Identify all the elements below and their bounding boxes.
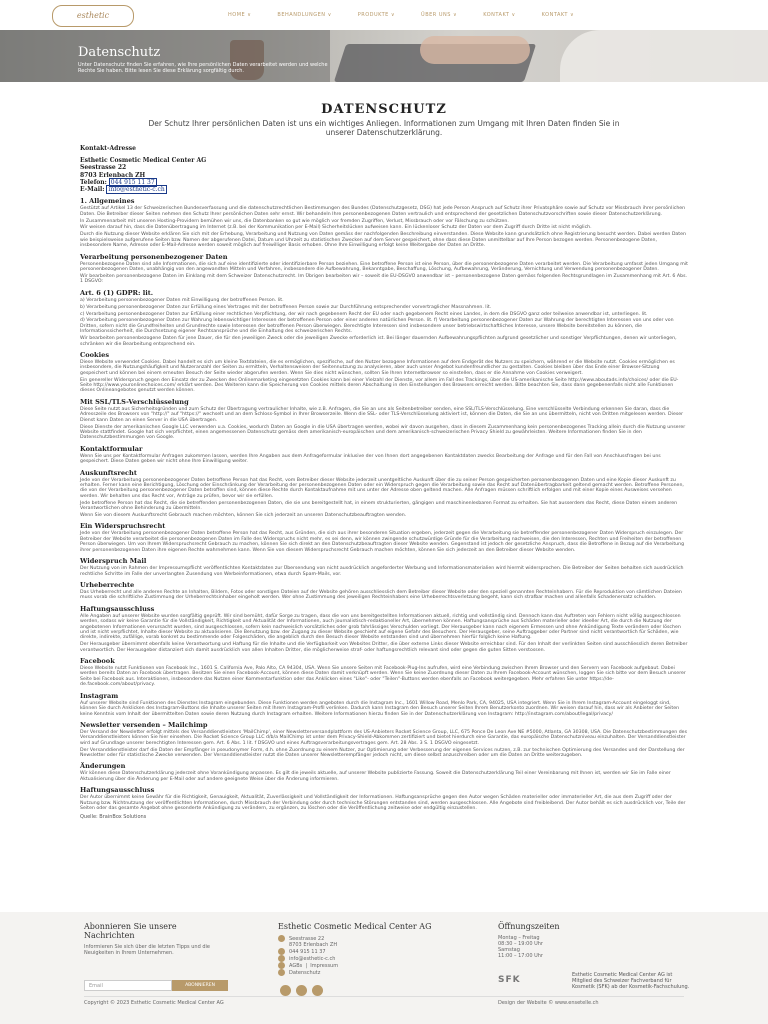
section-paragraph: In Zusammenarbeit mit unseren Hosting-Providern bemühen wir uns, die Datenbanken so gut wie möglich vor fremden Zugriffen, Verlust, Missbrauch oder vor Fälschung zu schützen. bbox=[80, 218, 509, 224]
instagram-icon[interactable] bbox=[296, 985, 307, 996]
hours-saturday: 11:00 – 17:00 Uhr bbox=[498, 953, 543, 959]
section-paragraph: d) Verarbeitung personenbezogener Daten zur Wahrung lebenswichtiger Interessen der betroffenen Person oder einer anderen natürlichen Person. lit. f) Verarbeitung personenbezogener Daten zur Wahrung der berechtigten Interessen von uns oder von Dritten, sofern nicht die Grundfreiheiten und Grundrechte sowie Interessen der betroffenen Person überwiegen. Berechtigte Interessen sind insbesondere unser betriebswirtschaftliches Interesse, unsere Website bereitstellen zu können, die Informationssicherheit, die Durchsetzung eigener Rechtsansprüche und die Einhaltung des schweizerischen Rechts. bbox=[80, 318, 674, 335]
section-paragraph: Der Autor übernimmt keine Gewähr für die Richtigkeit, Genauigkeit, Aktualität, Zuverlässigkeit und Vollständigkeit der Informationen. Haftungsansprüche gegen den Autor wegen Schäden materieller oder immaterieller Art, die aus dem Zugriff oder der Nutzung bzw. Nichtnutzung der veröffentlichten Informationen, durch Missbrauch der Verbindung oder durch technische Störungen entstanden sind, werden ausgeschlossen. Alle Angebote sind freibleibend. Der Autor behält es sich ausdrücklich vor, Teile der Seiten oder das gesamte Angebot ohne gesonderte Ankündigung zu verändern, zu ergänzen, zu löschen oder die Veröffentlichung zeitweise oder endgültig einzustellen. bbox=[80, 795, 686, 812]
section-heading: Kontaktformular bbox=[80, 444, 143, 453]
section-paragraph: Wenn Sie von diesem Auskunftsrecht Gebrauch machen möchten, können Sie sich jederzeit an unseren Datenschutzbeauftragten wenden. bbox=[80, 513, 407, 519]
document-icon bbox=[278, 962, 285, 969]
section-paragraph: Diese Website nutzt Funktionen von Facebook Inc., 1601 S. California Ave, Palo Alto, CA 94304, USA. Wenn Sie unsere Seiten mit Facebook-Plug-Ins aufrufen, wird eine Verbindung zwischen Ihrem Browser und den Servern von Facebook aufgebaut. Dabei werden bereits Daten an Facebook übertragen. Besitzen Sie einen Facebook-Account, können diese Daten damit verknüpft werden. Wenn Sie keine Zuordnung dieser Daten zu Ihrem Facebook-Account wünschen, loggen Sie sich bitte vor dem Besuch unserer Seite bei Facebook aus. Interaktionen, insbesondere das Nutzen einer Kommentarfunktion oder das Anklicken eines "Like"- oder "Teilen"-Buttons werden ebenfalls an Facebook weitergegeben. Mehr erfahren Sie unter https://de-de.facebook.com/about/privacy. bbox=[80, 666, 686, 688]
section-paragraph: Wir können diese Datenschutzerklärung jederzeit ohne Vorankündigung anpassen. Es gilt die jeweils aktuelle, auf unserer Website publizierte Fassung. Soweit die Datenschutzerklärung Teil einer Vereinbarung mit Ihnen ist, werden wir Sie im Falle einer Aktualisierung über die Änderung per E-Mail oder auf andere geeignete Weise über die Änderung informieren. bbox=[80, 771, 671, 782]
sfk-membership-text: Esthetic Cosmetic Medical Center AG ist Mitglied des Schweizer Fachverband für Kosmetik (SFK) ab der Kosmetik-Fachschulung. bbox=[572, 972, 690, 990]
section-paragraph: Diese Dienste der amerikanischen Google LLC verwenden u.a. Cookies, wodurch Daten an Google in die USA übertragen werden, wobei wir davon ausgehen, dass in diesem Zusammenhang kein personenbezogenes Tracking allein durch die Nutzung unserer Website stattfindet. Google hat sich verpflichtet, einen angemessenen Datenschutz gemäss dem amerikanisch-europäischen und dem amerikanisch-schweizerischen Privacy Shield zu gewährleisten. Weitere Informationen finden Sie in den Datenschutzbestimmungen von Google. bbox=[80, 424, 686, 441]
hours-weekdays-label: Montag – Freitag bbox=[498, 935, 540, 941]
section-heading: Änderungen bbox=[80, 762, 126, 771]
footer-company: Esthetic Cosmetic Medical Center AG Seestrasse 22 8703 Erlenbach ZH 044 915 11 37 info@esthetic-c.ch AGBs | Impressum Datenschutz bbox=[278, 922, 448, 976]
section-paragraph: Personenbezogene Daten sind alle Informationen, die sich auf eine identifizierte oder identifizierbare Person beziehen. Eine betroffene Person ist eine Person, über die personenbezogene Daten verarbeitet werden. Die Verarbeitung umfasst jeden Umgang mit personenbezogenen Daten, unabhängig von den angewandten Mitteln und Verfahren, insbesondere die Aufbewahrung, Bekanntgabe, Beschaffung, Löschung, Aufbewahrung, Veränderung, Vernichtung und Verwendung personenbezogener Daten. bbox=[80, 261, 688, 272]
section-paragraph: Wir bearbeiten personenbezogene Daten für jene Dauer, die für den jeweiligen Zweck oder die jeweiligen Zwecke erforderlich ist. Bei länger dauernden Aufbewahrungspflichten aufgrund gesetzlicher und sonstiger Verpflichtungen, denen wir unterliegen, schränken wir die Bearbeitung entsprechend ein. bbox=[80, 336, 677, 347]
policy-section bbox=[80, 445, 688, 465]
hero-overlay bbox=[0, 30, 330, 82]
main-menu bbox=[228, 12, 574, 18]
hero-person-shape bbox=[560, 30, 768, 82]
shield-icon bbox=[278, 969, 285, 976]
hero-subtitle: Unter Datenschutz finden Sie erfahren, wie Ihre persönlichen Daten verarbeitet werden und welche Rechte Sie haben. Bitte lesen Sie diese Erklärung sorgfältig durch. bbox=[78, 62, 328, 74]
policy-section bbox=[80, 786, 688, 811]
footer-city: 8703 Erlenbach ZH bbox=[289, 942, 338, 948]
page-intro: Der Schutz Ihrer persönlichen Daten ist uns ein wichtiges Anliegen. Informationen zum Umgang mit Ihren Daten finden Sie in unserer Datenschutzerklärung. bbox=[148, 119, 620, 137]
section-paragraph: Das Urheberrecht und alle anderen Rechte an Inhalten, Bildern, Fotos oder sonstigen Dateien auf der Website gehören ausschliesslich dem Betreiber dieser Website oder den speziell genannten Rechteinhabern. Für die Reproduktion von sämtlichen Dateien muss vorab die schriftliche Zustimmung der Urheberrechtsinhaber eingeholt werden. Wer ohne Zustimmung des jeweiligen Rechteinhabers eine Urheberrechtsverletzung begeht, kann sich strafbar machen und allenfalls Schadenersatz schulden. bbox=[80, 589, 682, 601]
section-heading: Ein Widerspruchsrecht bbox=[80, 522, 166, 531]
footer-email[interactable]: info@esthetic-c.ch bbox=[289, 956, 336, 962]
newsletter-title: Abonnieren Sie unsere Nachrichten bbox=[84, 922, 177, 940]
section-heading: Urheberrechte bbox=[80, 580, 135, 589]
footer-street: Seestrasse 22 bbox=[289, 936, 325, 942]
footer-phone[interactable]: 044 915 11 37 bbox=[289, 949, 326, 955]
menu-item-kontakt-1[interactable]: KONTAKT ∨ bbox=[483, 12, 516, 18]
linkedin-icon[interactable] bbox=[312, 985, 323, 996]
section-heading: 1. Allgemeines bbox=[80, 197, 135, 206]
section-paragraph: Wir bearbeiten personenbezogene Daten im Einklang mit dem Schweizer Datenschutzrecht. Im Übrigen bearbeiten wir – soweit die EU-DSGVO anwendbar ist – personenbezogene Daten gemäss folgenden Rechtsgrundlagen im Zusammenhang mit Art. 6 Abs. 1 DSGVO: bbox=[80, 273, 688, 285]
footer bbox=[0, 912, 768, 1024]
contact-address bbox=[80, 145, 688, 193]
section-heading: Cookies bbox=[80, 350, 110, 359]
section-paragraph: Durch die Nutzung dieser Website erklären Sie sich mit der Erhebung, Verarbeitung und Nutzung von Daten gemäss der nachfolgenden Beschreibung einverstanden. Diese Website kann grundsätzlich ohne Registrierung besucht werden. Dabei werden Daten wie beispielsweise aufgerufene Seiten bzw. Namen der abgerufenen Datei, Datum und Uhrzeit zu statistischen Zwecken auf dem Server gespeichert, ohne dass diese Daten unmittelbar auf Ihre Person bezogen werden. Personenbezogene Daten, insbesondere Name, Adresse oder E-Mail-Adresse werden soweit möglich auf freiwilliger Basis erhoben. Ohne Ihre Einwilligung erfolgt keine Weitergabe der Daten an Dritte. bbox=[80, 232, 686, 249]
section-paragraph: a) Verarbeitung personenbezogener Daten mit Einwilligung der betroffenen Person. lit. bbox=[80, 297, 284, 303]
section-paragraph: Jede betroffene Person hat das Recht, die sie betreffenden personenbezogenen Daten, die sie uns bereitgestellt hat, in einem strukturierten, gängigen und maschinenlesbaren Format zu erhalten. Sie hat ausserdem das Recht, diese Daten einem anderen Verantwortlichen ohne Behinderung zu übermitteln. bbox=[80, 500, 678, 512]
menu-item-home[interactable]: HOME ∨ bbox=[228, 12, 252, 18]
section-paragraph: Der Versand der Newsletter erfolgt mittels des Versanddienstleisters 'MailChimp', einer Newsletterversandplattform des US-Anbieters Rocket Science Group, LLC, 675 Ponce De Leon Ave NE #5000, Atlanta, GA 30308, USA. Die Datenschutzbestimmungen des Versanddienstleisters können Sie hier einsehen. Die Rocket Science Group LLC d/b/a MailChimp ist unter dem Privacy-Shield-Abkommen zertifiziert und bietet hierdurch eine Garantie, das europäische Datenschutzniveau einzuhalten. Der Versanddienstleister wird auf Grundlage unserer berechtigten Interessen gem. Art. 6 Abs. 1 lit. f DSGVO und eines Auftragsverarbeitungsvertrages gem. Art. 28 Abs. 3 S. 1 DSGVO eingesetzt. bbox=[80, 729, 688, 746]
policy-section bbox=[80, 289, 688, 347]
hero-title: Datenschutz bbox=[78, 45, 161, 60]
policy-section bbox=[80, 657, 688, 688]
phone-icon bbox=[278, 948, 285, 955]
policy-section bbox=[80, 253, 688, 285]
section-heading: Facebook bbox=[80, 657, 115, 666]
contact-heading: Kontakt-Adresse bbox=[80, 145, 136, 152]
social-links bbox=[280, 985, 323, 996]
contact-email-label: E-Mail: bbox=[80, 186, 105, 194]
section-paragraph: Alle Angaben auf unserer Website wurden sorgfältig geprüft. Wir sind bemüht, dafür Sorge zu tragen, dass die von uns bereitgestellten Informationen aktuell, richtig und vollständig sind. Dennoch kann das Auftreten von Fehlern nicht völlig ausgeschlossen werden, sodass wir keine Garantie für die Vollständigkeit, Richtigkeit und Aktualität der Informationen, auch journalistisch-redaktioneller Art, übernehmen können. Haftungsansprüche aus Schäden materieller oder ideeller Art, die durch die Nutzung der angebotenen Informationen verursacht wurden, sind ausgeschlossen, sofern kein nachweislich vorsätzliches oder grob fahrlässiges Verschulden vorliegt. Der Herausgeber kann nach eigenem Ermessen und ohne Ankündigung Texte verändern oder löschen und ist nicht verpflichtet, Inhalte dieser Website zu aktualisieren. Die Benutzung bzw. der Zugang zu dieser Website geschieht auf eigene Gefahr des Besuchers. Der Herausgeber, seine Auftraggeber oder Partner sind nicht verantwortlich für Schäden, wie direkte, indirekte, zufällige, vorab konkret zu bestimmende oder Folgeschäden, die angeblich durch den Besuch dieser Website entstanden sind und übernehmen hierfür folglich keine Haftung. bbox=[80, 613, 681, 641]
section-paragraph: Der Nutzung von im Rahmen der Impressumspflicht veröffentlichten Kontaktdaten zur Übersendung von nicht ausdrücklich angeforderter Werbung und Informationsmaterialien wird hiermit widersprochen. Die Betreiber der Seiten behalten sich ausdrücklich rechtliche Schritte im Falle der unverlangten Zusendung von Werbeinformationen, etwa durch Spam-Mails, vor. bbox=[80, 566, 684, 577]
footer-company-title: Esthetic Cosmetic Medical Center AG bbox=[278, 922, 432, 931]
policy-section bbox=[80, 522, 688, 553]
section-heading: Widerspruch Mail bbox=[80, 557, 147, 566]
policy-section bbox=[80, 605, 688, 653]
section-paragraph: b) Verarbeitung personenbezogener Daten zur Erfüllung eines Vertrages mit der betroffenen Person sowie zur Durchführung entsprechender vorvertraglicher Massnahmen. lit. bbox=[80, 304, 492, 310]
policy-section bbox=[80, 557, 688, 577]
footer-hours bbox=[498, 922, 678, 959]
policy-section bbox=[80, 762, 688, 782]
policy-section bbox=[80, 721, 688, 759]
section-paragraph: Gestützt auf Artikel 13 der Schweizerischen Bundesverfassung und die datenschutzrechtlichen Bestimmungen des Bundes (Datenschutzgesetz, DSG) hat jede Person Anspruch auf Schutz ihrer Privatsphäre sowie auf Schutz vor Missbrauch ihrer persönlichen Daten. Die Betreiber dieser Seiten nehmen den Schutz Ihrer persönlichen Daten sehr ernst. Wir behandeln Ihre personenbezogenen Daten vertraulich und entsprechend der gesetzlichen Datenschutzvorschriften sowie dieser Datenschutzerklärung. bbox=[80, 206, 686, 217]
top-navigation bbox=[0, 0, 768, 30]
email-icon bbox=[278, 955, 285, 962]
design-credit[interactable]: Design der Website © www.ensetelle.ch bbox=[498, 1000, 599, 1006]
section-paragraph: Der Versanddienstleister darf die Daten der Empfänger in pseudonymer Form, d.h. ohne Zuordnung zu einem Nutzer, zur Optimierung oder Verbesserung der eigenen Services nutzen, z.B. zur technischen Optimierung des Versandes und der Darstellung der Newsletter oder für statistische Zwecke verwenden. Der Versanddienstleister nutzt die Daten unserer Newsletterempfänger jedoch nicht, um diese selbst anzuschreiben oder um die Daten an Dritte weiterzugeben. bbox=[80, 747, 685, 759]
logo[interactable]: esthetic bbox=[52, 5, 134, 27]
section-heading: Auskunftsrecht bbox=[80, 468, 137, 477]
page-title: DATENSCHUTZ bbox=[321, 102, 447, 117]
footer-newsletter bbox=[84, 922, 224, 956]
location-icon bbox=[278, 935, 285, 942]
source-note: Quelle: BrainBox Solutions bbox=[80, 814, 147, 821]
section-paragraph: Wenn Sie uns per Kontaktformular Anfragen zukommen lassen, werden Ihre Angaben aus dem Anfrageformular inklusive der von Ihnen dort angegebenen Kontaktdaten zwecks Bearbeitung der Anfrage und für den Fall von Anschlussfragen bei uns gespeichert. Diese Daten geben wir nicht ohne Ihre Einwilligung weiter. bbox=[80, 453, 661, 465]
section-paragraph: c) Verarbeitung personenbezogener Daten zur Erfüllung einer rechtlichen Verpflichtung, der wir nach gegebenem Recht der EU oder nach gegebenem Recht eines Landes, in dem die DSGVO ganz oder teilweise anwendbar ist, unterliegen. lit. bbox=[80, 311, 648, 317]
hours-title: Öffnungszeiten bbox=[498, 922, 560, 931]
contact-phone-label: Telefon: bbox=[80, 178, 107, 186]
hours-saturday-label: Samstag bbox=[498, 947, 520, 953]
contact-company: Esthetic Cosmetic Medical Center AG bbox=[80, 157, 207, 165]
copyright: Copyright © 2023 Esthetic Cosmetic Medical Center AG bbox=[84, 1000, 224, 1006]
section-heading: Haftungsausschluss bbox=[80, 786, 155, 795]
hours-weekdays: 08:30 – 19:00 Uhr bbox=[498, 941, 543, 947]
menu-item-kontakt-2[interactable]: KONTAKT ∨ bbox=[541, 12, 575, 18]
section-paragraph: Jede von der Verarbeitung personenbezogener Daten betroffene Person hat das Recht, aus Gründen, die sich aus ihrer besonderen Situation ergeben, jederzeit gegen die Verarbeitung sie betreffender personenbezogener Daten Widerspruch einzulegen. Der Betreiber der Website verarbeitet die personenbezogenen Daten im Falle des Widerspruchs nicht mehr, es sei denn, wir können zwingende schutzwürdige Gründe für die Verarbeitung nachweisen, die den Interessen, Rechten und Freiheiten der betroffenen Person überwiegen. Um von Ihrem Widerspruchsrecht Gebrauch zu machen, können Sie sich direkt an den Datenschutzbeauftragten dieser Website wenden. Gegenstand ist jedoch der gesetzliche Anspruch, dass die Betroffene in Bezug auf die Verarbeitung ihrer personenbezogenen Daten ihre eigenen Rechte wahrnehmen kann. Wenn Sie von diesem Widerspruchsrecht Gebrauch machen möchten, können Sie sich jederzeit an den Betreiber dieser Website wenden. bbox=[80, 531, 685, 553]
contact-city: 8703 Erlenbach ZH bbox=[80, 171, 146, 179]
subscribe-button[interactable]: ABONNIEREN bbox=[172, 980, 228, 991]
policy-section bbox=[80, 197, 688, 248]
policy-section bbox=[80, 581, 688, 601]
section-paragraph: Jede von der Verarbeitung personenbezogener Daten betroffene Person hat das Recht, vom Betreiber dieser Website jederzeit unentgeltliche Auskunft über die zu seiner Person gespeicherten personenbezogenen Daten und eine Kopie dieser Auskunft zu erhalten. Ferner kann eine Berichtigung, Löschung oder Einschränkung der Verarbeitung der personenbezogenen Daten oder ein Widerspruch gegen die Verarbeitung sowie das Recht auf Datenübertragbarkeit geltend gemacht werden. Betroffene Personen, die von der Verarbeitung personenbezogener Daten betroffen sind, können diese Rechte durch Kontaktaufnahme mit uns unter der Adresse oben geltend machen. Alle Anfragen müssen schriftlich erfolgen und mit einer Kopie eines Ausweises versehen werden. Wir behalten uns das Recht vor, Anträge zu prüfen, bevor wir sie erfüllen. bbox=[80, 477, 684, 499]
section-paragraph: Ein genereller Widerspruch gegen den Einsatz der zu Zwecken des Onlinemarketing eingesetzten Cookies kann bei einer Vielzahl der Dienste, vor allem im Fall des Trackings, über die US-amerikanische Seite http://www.aboutads.info/choices/ oder die EU-Seite http://www.youronlinechoices.com/ erklärt werden. Des Weiteren kann die Speicherung von Cookies mittels deren Abschaltung in den Einstellungen des Browsers erreicht werden. Bitte beachten Sie, dass dann gegebenenfalls nicht alle Funktionen dieses Onlineangebotes genutzt werden können. bbox=[80, 377, 679, 394]
section-heading: Instagram bbox=[80, 691, 119, 700]
section-heading: Haftungsausschluss bbox=[80, 604, 155, 613]
section-paragraph: Auf unserer Website sind Funktionen des Dienstes Instagram eingebunden. Diese Funktionen werden angeboten durch die Instagram Inc., 1601 Willow Road, Menlo Park, CA, 94025, USA integriert. Wenn Sie in Ihrem Instagram-Account eingeloggt sind, können Sie durch Anklicken des Instagram-Buttons die Inhalte unserer Seiten mit Ihrem Instagram-Profil verlinken. Dadurch kann Instagram den Besuch unserer Seiten Ihrem Benutzerkonto zuordnen. Wir weisen darauf hin, dass wir als Anbieter der Seiten keine Kenntnis vom Inhalt der übermittelten Daten sowie deren Nutzung durch Instagram erhalten. Weitere Informationen hierzu finden Sie in der Datenschutzerklärung von Instagram: http://instagram.com/about/legal/privacy/ bbox=[80, 700, 680, 717]
contact-email-link[interactable]: info@esthetic-c.ch bbox=[108, 186, 165, 194]
newsletter-email-input[interactable]: Email bbox=[84, 980, 172, 991]
section-paragraph: Wir weisen darauf hin, dass die Datenübertragung im Internet (z.B. bei der Kommunikation per E-Mail) Sicherheitslücken aufweisen kann. Ein lückenloser Schutz der Daten vor dem Zugriff durch Dritte ist nicht möglich. bbox=[80, 225, 592, 231]
policy-sections bbox=[80, 197, 688, 811]
hero-hand-shape bbox=[420, 36, 530, 64]
footer-agb-link[interactable]: AGBs bbox=[289, 963, 303, 969]
contact-phone-link[interactable]: 044 915 11 37 bbox=[110, 178, 155, 186]
contact-street: Seestrasse 22 bbox=[80, 164, 127, 172]
footer-datenschutz-link[interactable]: Datenschutz bbox=[289, 970, 321, 976]
section-paragraph: Diese Website verwendet Cookies. Dabei handelt es sich um kleine Textdateien, die es ermöglichen, spezifische, auf den Nutzer bezogene Informationen auf dem Endgerät des Nutzers zu speichern, während er die Website nutzt. Cookies ermöglichen es insbesondere, die Nutzungshäufigkeit und Nutzeranzahl der Seiten zu ermitteln, Verhaltensweisen der Seitennutzung zu analysieren, aber auch unser Angebot kundenfreundlicher zu gestalten. Cookies bleiben über das Ende einer Browser-Sitzung gespeichert und können bei einem erneuten Besuch der Seite wieder abgerufen werden. Wenn Sie dies nicht wünschen, sollten Sie Ihren Internetbrowser so einstellen, dass er die Annahme von Cookies verweigert. bbox=[80, 359, 675, 376]
menu-item-ueber-uns[interactable]: ÜBER UNS ∨ bbox=[421, 12, 458, 18]
facebook-icon[interactable] bbox=[280, 985, 291, 996]
section-heading: Art. 6 (1) GDPR: lit. bbox=[80, 288, 154, 297]
section-paragraph: Diese Seite nutzt aus Sicherheitsgründen und zum Schutz der Übertragung vertraulicher Inhalte, wie z.B. Anfragen, die Sie an uns als Seitenbetreiber senden, eine SSL/TLS-Verschlüsselung. Eine verschlüsselte Verbindung erkennen Sie daran, dass die Adresszeile des Browsers von "http://" auf "https://" wechselt und an dem Schloss-Symbol in Ihrer Browserzeile. Wenn die SSL- oder TLS-Verschlüsselung aktiviert ist, können die Daten, die Sie an uns übermitteln, nicht von Dritten mitgelesen werden. Dieser Dienst kann Daten an einen Server in die USA übertragen. bbox=[80, 406, 684, 423]
main-content bbox=[80, 102, 688, 820]
footer-divider bbox=[84, 996, 684, 997]
menu-item-behandlungen[interactable]: BEHANDLUNGEN ∨ bbox=[277, 12, 332, 18]
policy-section bbox=[80, 469, 688, 519]
policy-section bbox=[80, 398, 688, 441]
section-heading: Mit SSL/TLS-Verschlüsselung bbox=[80, 397, 189, 406]
policy-section bbox=[80, 351, 688, 394]
sfk-logo: SFK bbox=[498, 975, 521, 985]
section-heading: Newsletter versenden – Mailchimp bbox=[80, 720, 208, 729]
section-heading: Verarbeitung personenbezogener Daten bbox=[80, 252, 228, 261]
menu-item-produkte[interactable]: PRODUKTE ∨ bbox=[357, 12, 396, 18]
section-paragraph: Der Herausgeber übernimmt ebenfalls keine Verantwortung und Haftung für die Inhalte und die Verfügbarkeit von Websites Dritter, die über externe Links dieser Website erreichbar sind. Für den Inhalt der verlinkten Seiten sind ausschliesslich deren Betreiber verantwortlich. Der Herausgeber distanziert sich damit ausdrücklich von allen Inhalten Dritter, die möglicherweise straf- oder haftungsrechtlich relevant sind oder gegen die guten Sitten verstossen. bbox=[80, 642, 688, 653]
newsletter-text: Informieren Sie sich über die letzten Tipps und die Neuigkeiten in Ihrem Unternehmen. bbox=[84, 944, 210, 956]
policy-section bbox=[80, 692, 688, 717]
footer-impressum-link[interactable]: Impressum bbox=[310, 963, 339, 969]
